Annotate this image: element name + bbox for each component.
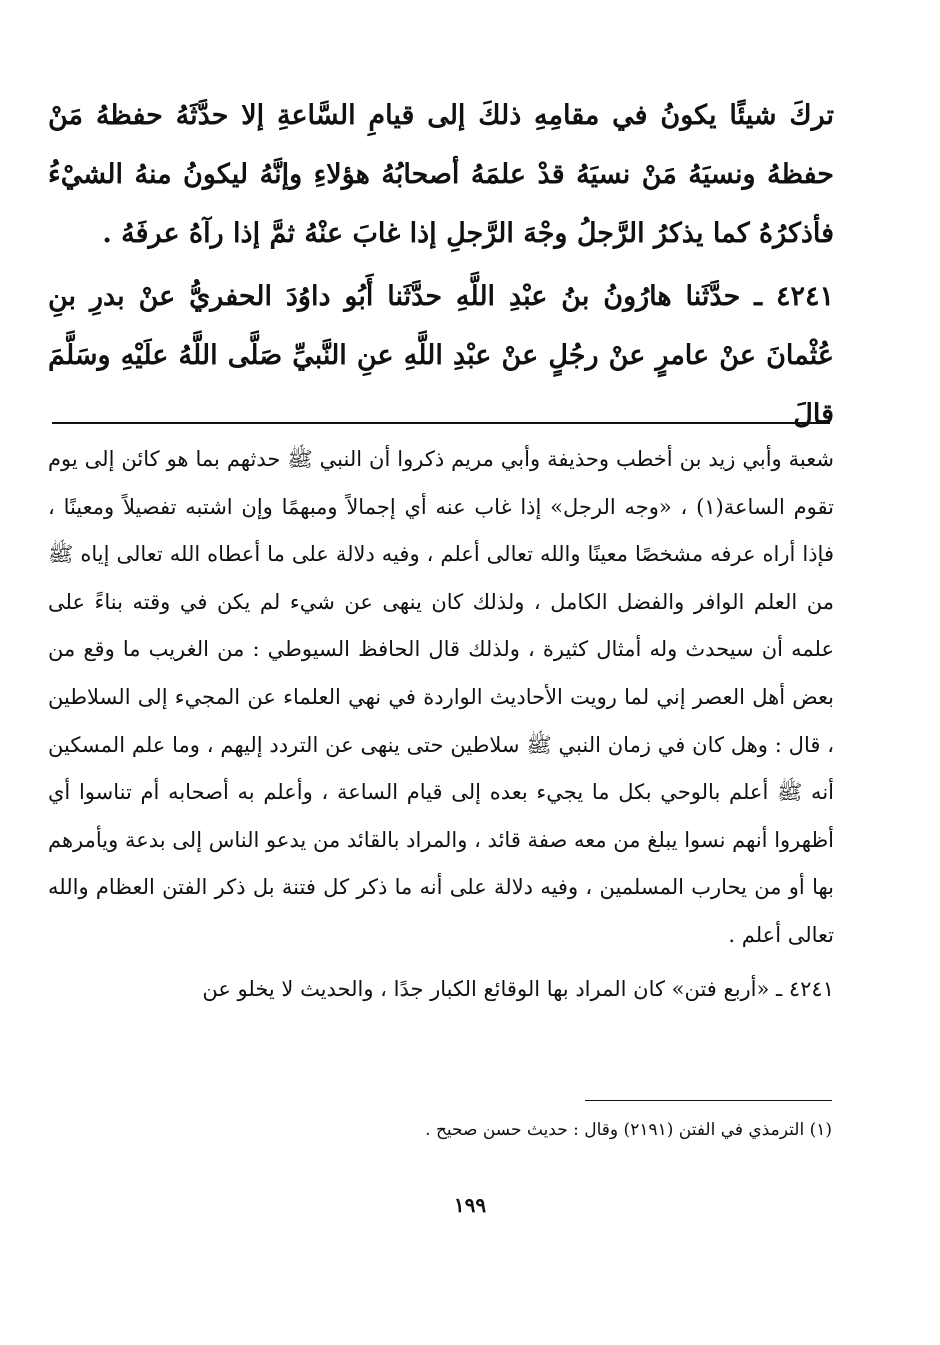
commentary-paragraph-4241: ٤٢٤١ ـ «أربع فتن» كان المراد بها الوقائع الكبار جدًا ، والحديث لا يخلو عن [202, 976, 834, 1001]
page-number: ١٩٩ [453, 1193, 487, 1217]
commentary-text [48, 436, 834, 1013]
footnote-separator-rule [585, 1100, 832, 1101]
commentary-paragraph-1: شعبة وأبي زيد بن أخطب وحذيفة وأبي مريم ذكروا أن النبي ﷺ حدثهم بما هو كائن إلى يوم تقوم الساعة(١) ، «وجه الرجل» إذا غاب عنه أي إجمالاً ومبهمًا وإن اشتبه تفصيلاً ومعينًا ، فإذا أراه عرفه مشخصًا معينًا والله تعالى أعلم ، وفيه دلالة على ما أعطاه الله تعالى إياه ﷺ من العلم الوافر والفضل الكامل ، ولذلك كان ينهى عن شيء لم يكن في وقته بناءً على علمه أن سيحدث وله أمثال كثيرة ، ولذلك قال الحافظ السيوطي : من الغريب ما وقع من بعض أهل العصر إني لما رويت الأحاديث الواردة في نهي العلماء عن المجيء إلى السلاطين ، قال : وهل كان في زمان النبي ﷺ سلاطين حتى ينهى عن التردد إليهم ، وما علم المسكين أنه ﷺ أعلم بالوحي بكل ما يجيء بعده إلى قيام الساعة ، وأعلم به أصحابه أم تناسوا أي أظهروا أنهم نسوا يبلغ من معه صفة قائد ، والمراد بالقائد من يدعو الناس إلى بدعة ويأمرهم بها أو من يحارب المسلمين ، وفيه دلالة على أنه ما ذكر كل فتنة بل ذكر الفتن العظام والله تعالى أعلم . [48, 447, 834, 947]
footnote: (١) الترمذي في الفتن (٢١٩١) وقال : حديث حسن صحيح . [425, 1120, 832, 1140]
hadith-4241-chain: ٤٢٤١ ـ حدَّثَنا هارُونُ بنُ عبْدِ اللَّهِ حدَّثَنا أَبُو داوُدَ الحفريُّ عنْ بدرِ بنِ عُثْمانَ عنْ عامرٍ عنْ رجُلٍ عنْ عبْدِ اللَّهِ عنِ النَّبيِّ صَلَّى اللَّهُ علَيْهِ وسَلَّمَ قالَ [48, 281, 834, 430]
commentary-separator-rule [52, 422, 830, 424]
hadith-text [48, 86, 834, 444]
main-paragraph-1: تركَ شيئًا يكونُ في مقامِهِ ذلكَ إلى قيامِ السَّاعةِ إلا حدَّثَهُ حفظهُ مَنْ حفظهُ ونسيَهُ مَنْ نسيَهُ قدْ علمَهُ أصحابُهُ هؤلاءِ وإنَّهُ ليكونُ منهُ الشيْءُ فأذكرُهُ كما يذكرُ الرَّجلُ وجْهَ الرَّجلِ إذا غابَ عنْهُ ثمَّ إذا رآهُ عرفَهُ . [48, 100, 834, 249]
